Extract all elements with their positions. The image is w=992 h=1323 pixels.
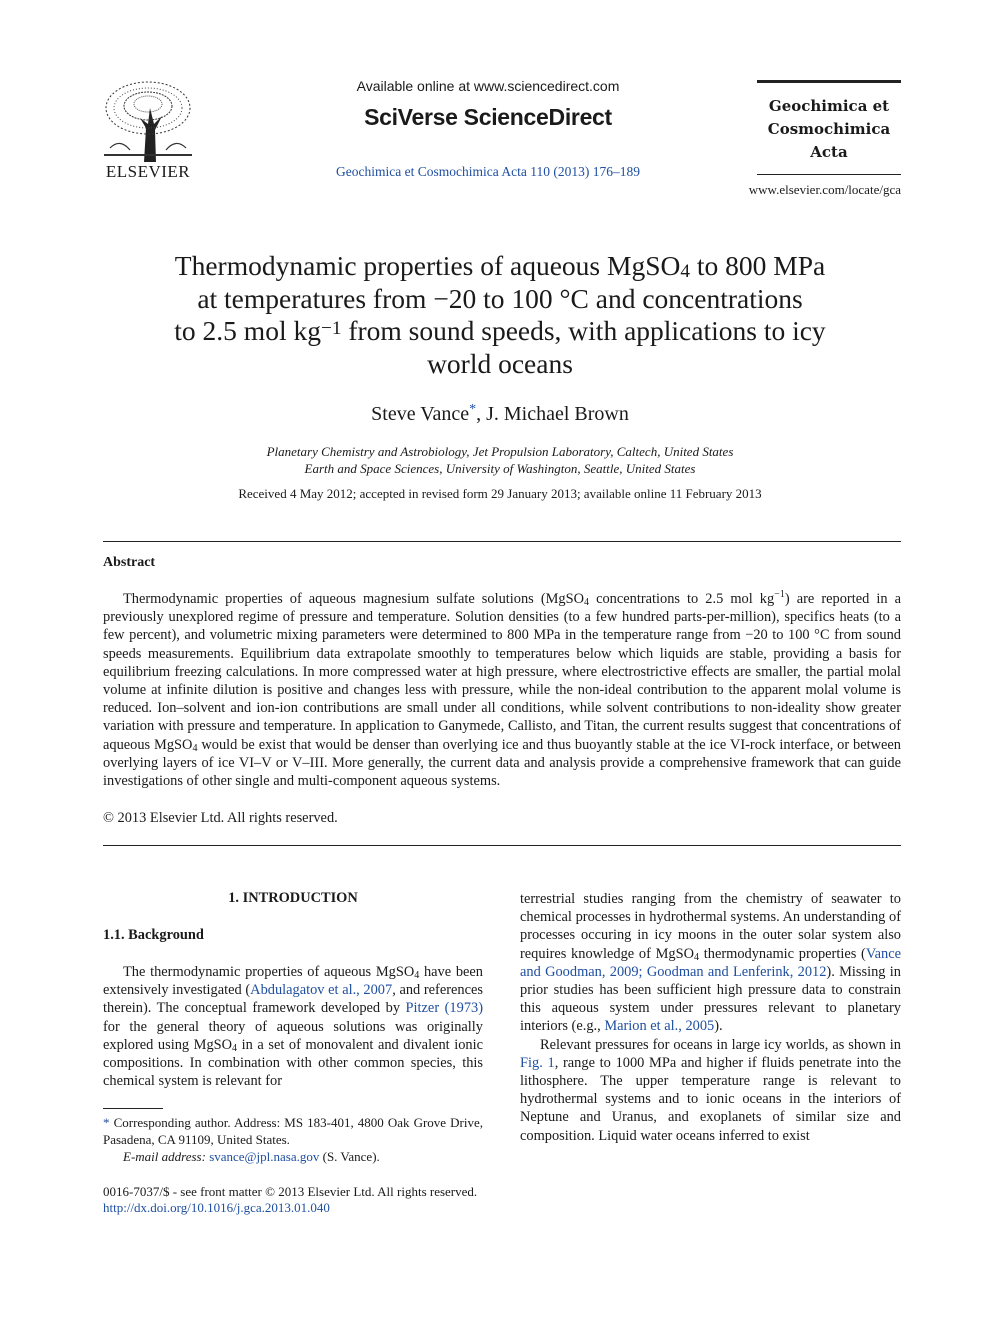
text-run: in a set of monovalent and divalent ionic compositions. In combination with other common species, this chemical system is relevant for (103, 1036, 483, 1090)
text-run: thermodynamic properties ( (699, 945, 866, 962)
article-history: Received 4 May 2012; accepted in revised form 29 January 2013; available online 11 February 2013 (238, 486, 762, 501)
subscript: 4 (584, 597, 590, 608)
subscript: 4 (232, 1042, 238, 1054)
email-label: E-mail address: (123, 1149, 210, 1164)
author-list (100, 402, 900, 426)
abstract-copyright: © 2013 Elsevier Ltd. All rights reserved. (103, 810, 338, 826)
journal-name-line: Geochimica et (768, 97, 890, 115)
title-subscript: 4 (680, 261, 690, 282)
platform-brand: SciVerse ScienceDirect (364, 104, 612, 130)
text-run: Thermodynamic properties of aqueous magnesium sulfate solutions (MgSO (123, 591, 584, 607)
divider (103, 845, 901, 846)
journal-url[interactable]: www.elsevier.com/locate/gca (748, 182, 901, 197)
author-separator: , (476, 403, 487, 425)
article-title (100, 250, 900, 380)
text-run: ). Missing in prior studies has been sufficient high pressure data to constrain this aqueous system under pressures relevant to planetary interiors (e.g., (520, 963, 901, 1035)
text-run: Relevant pressures for oceans in large icy worlds, as shown in (540, 1036, 901, 1053)
journal-name (757, 95, 901, 164)
body-paragraph (520, 1036, 901, 1145)
body-paragraph (103, 963, 483, 1090)
text-run: terrestrial studies ranging from the chemistry of seawater to chemical processes in hydrothermal systems. An understanding of processes occuring in icy moons in the outer solar system also requires knowledge of MgSO (520, 891, 901, 962)
journal-name-line: Acta (810, 143, 848, 161)
text-run: would be exist that would be denser than overlying ice and thus buoyantly stable at the ice VI-rock interface, or between overlying layers of ice VI–V or V–III. More generally, the current data and analysis provide a comprehensive framework that can guide investigations of other single and multi-component aqueous systems. (103, 736, 901, 790)
author-name: J. Michael Brown (486, 403, 629, 425)
available-online-text: Available online at www.sciencedirect.com (356, 78, 620, 94)
affiliation: Earth and Space Sciences, University of Washington, Seattle, United States (304, 461, 696, 476)
affiliation: Planetary Chemistry and Astrobiology, Jet Propulsion Laboratory, Caltech, United States (266, 444, 734, 459)
email-link[interactable]: svance@jpl.nasa.gov (209, 1149, 320, 1164)
footnote-text: Corresponding author. Address: MS 183-401, 4800 Oak Grove Drive, Pasadena, CA 91109, United States. (103, 1115, 483, 1147)
subscript: 4 (414, 970, 420, 981)
title-superscript: −1 (320, 318, 342, 339)
footnote-divider (103, 1108, 163, 1109)
tree-icon (100, 78, 196, 162)
abstract-paragraph (103, 590, 901, 790)
text-run: have been extensively investigated ( (103, 964, 483, 999)
section-heading: 1. INTRODUCTION (228, 890, 358, 906)
footnote-star: * (103, 1115, 110, 1130)
doi-link[interactable]: http://dx.doi.org/10.1016/j.gca.2013.01.040 (103, 1200, 330, 1215)
title-part: Thermodynamic properties of aqueous MgSO (174, 250, 681, 281)
reference-link[interactable]: Vance and Goodman, 2009; Goodman and Lenferink, 2012 (520, 945, 901, 980)
title-part: to 800 MPa (690, 250, 826, 281)
issn-line: 0016-7037/$ - see front matter © 2013 Elsevier Ltd. All rights reserved. (103, 1184, 478, 1199)
subsection-heading: 1.1. Background (103, 927, 204, 943)
superscript: −1 (774, 589, 785, 600)
abstract-heading: Abstract (103, 555, 156, 570)
corresponding-author-star-link[interactable]: * (469, 402, 477, 417)
text-run: The thermodynamic properties of aqueous MgSO (123, 964, 415, 980)
body-paragraph (520, 890, 901, 1036)
reference-link[interactable]: Pitzer (1973) (405, 1000, 483, 1017)
text-run: , and references therein). The conceptual framework developed by (103, 982, 483, 1017)
divider (103, 541, 901, 542)
abstract-body (103, 590, 901, 790)
text-run: concentrations to 2.5 mol kg (589, 591, 775, 607)
text-run: , range to 1000 MPa and higher if fluids penetrate into the lithosphere. The upper temperature range is relevant to hydrothermal systems and to ionic oceans in the interiors of Neptune and Uranus, and exoplanets of similar size and composition. Liquid water oceans inferred to exist (520, 1054, 901, 1144)
title-part: to 2.5 mol kg (174, 315, 321, 346)
journal-name-line: Cosmochimica (767, 120, 891, 138)
title-part: world oceans (427, 347, 573, 379)
journal-title-box (757, 80, 901, 175)
title-part: from sound speeds, with applications to icy (341, 315, 826, 346)
subscript: 4 (192, 742, 198, 754)
text-run: ). (714, 1018, 723, 1035)
footnote (103, 1114, 483, 1165)
title-part: at temperatures from −20 to 100 °C and concentrations (197, 282, 803, 314)
publisher-logo-text: ELSEVIER (105, 162, 191, 181)
left-column-text (103, 963, 483, 1090)
subscript: 4 (694, 951, 700, 963)
author-name: Steve Vance (371, 403, 470, 425)
journal-citation-link[interactable]: Geochimica et Cosmochimica Acta 110 (2013) 176–189 (336, 164, 640, 179)
figure-link[interactable]: Fig. 1 (520, 1054, 555, 1071)
text-run: ) are reported in a previously unexplored regime of pressure and temperature. Solution densities (to a few hundred parts-per-million), specifics heats (to a few percent), and volumetric mixing parameters were determined to 800 MPa in the temperature range from −20 to 100 °C from sound speeds measurements. Equilibrium data extrapolate smoothly to temperatures below which liquids are stable, providing a basis for equilibrium freezing calculations. In more compressed water at high pressure, where electrostrictive effects are smaller, the partial molal volume at infinite dilution is positive and changes less with pressure, while the non-ideal contribution to the apparent molal volume is reduced. Ion–solvent and ion-ion contributions are small under all conditions, while solvent contributions to non-ideality show greater variation with pressure and temperature. In application to Ganymede, Callisto, and Titan, the current results suggest that concentrations of aqueous MgSO (103, 591, 901, 753)
email-suffix: (S. Vance). (319, 1149, 380, 1164)
right-column-text (520, 890, 901, 1145)
text-run: for the general theory of aqueous solutions was originally explored using MgSO (103, 1018, 483, 1053)
reference-link[interactable]: Abdulagatov et al., 2007 (250, 982, 393, 999)
reference-link[interactable]: Marion et al., 2005 (604, 1018, 715, 1035)
